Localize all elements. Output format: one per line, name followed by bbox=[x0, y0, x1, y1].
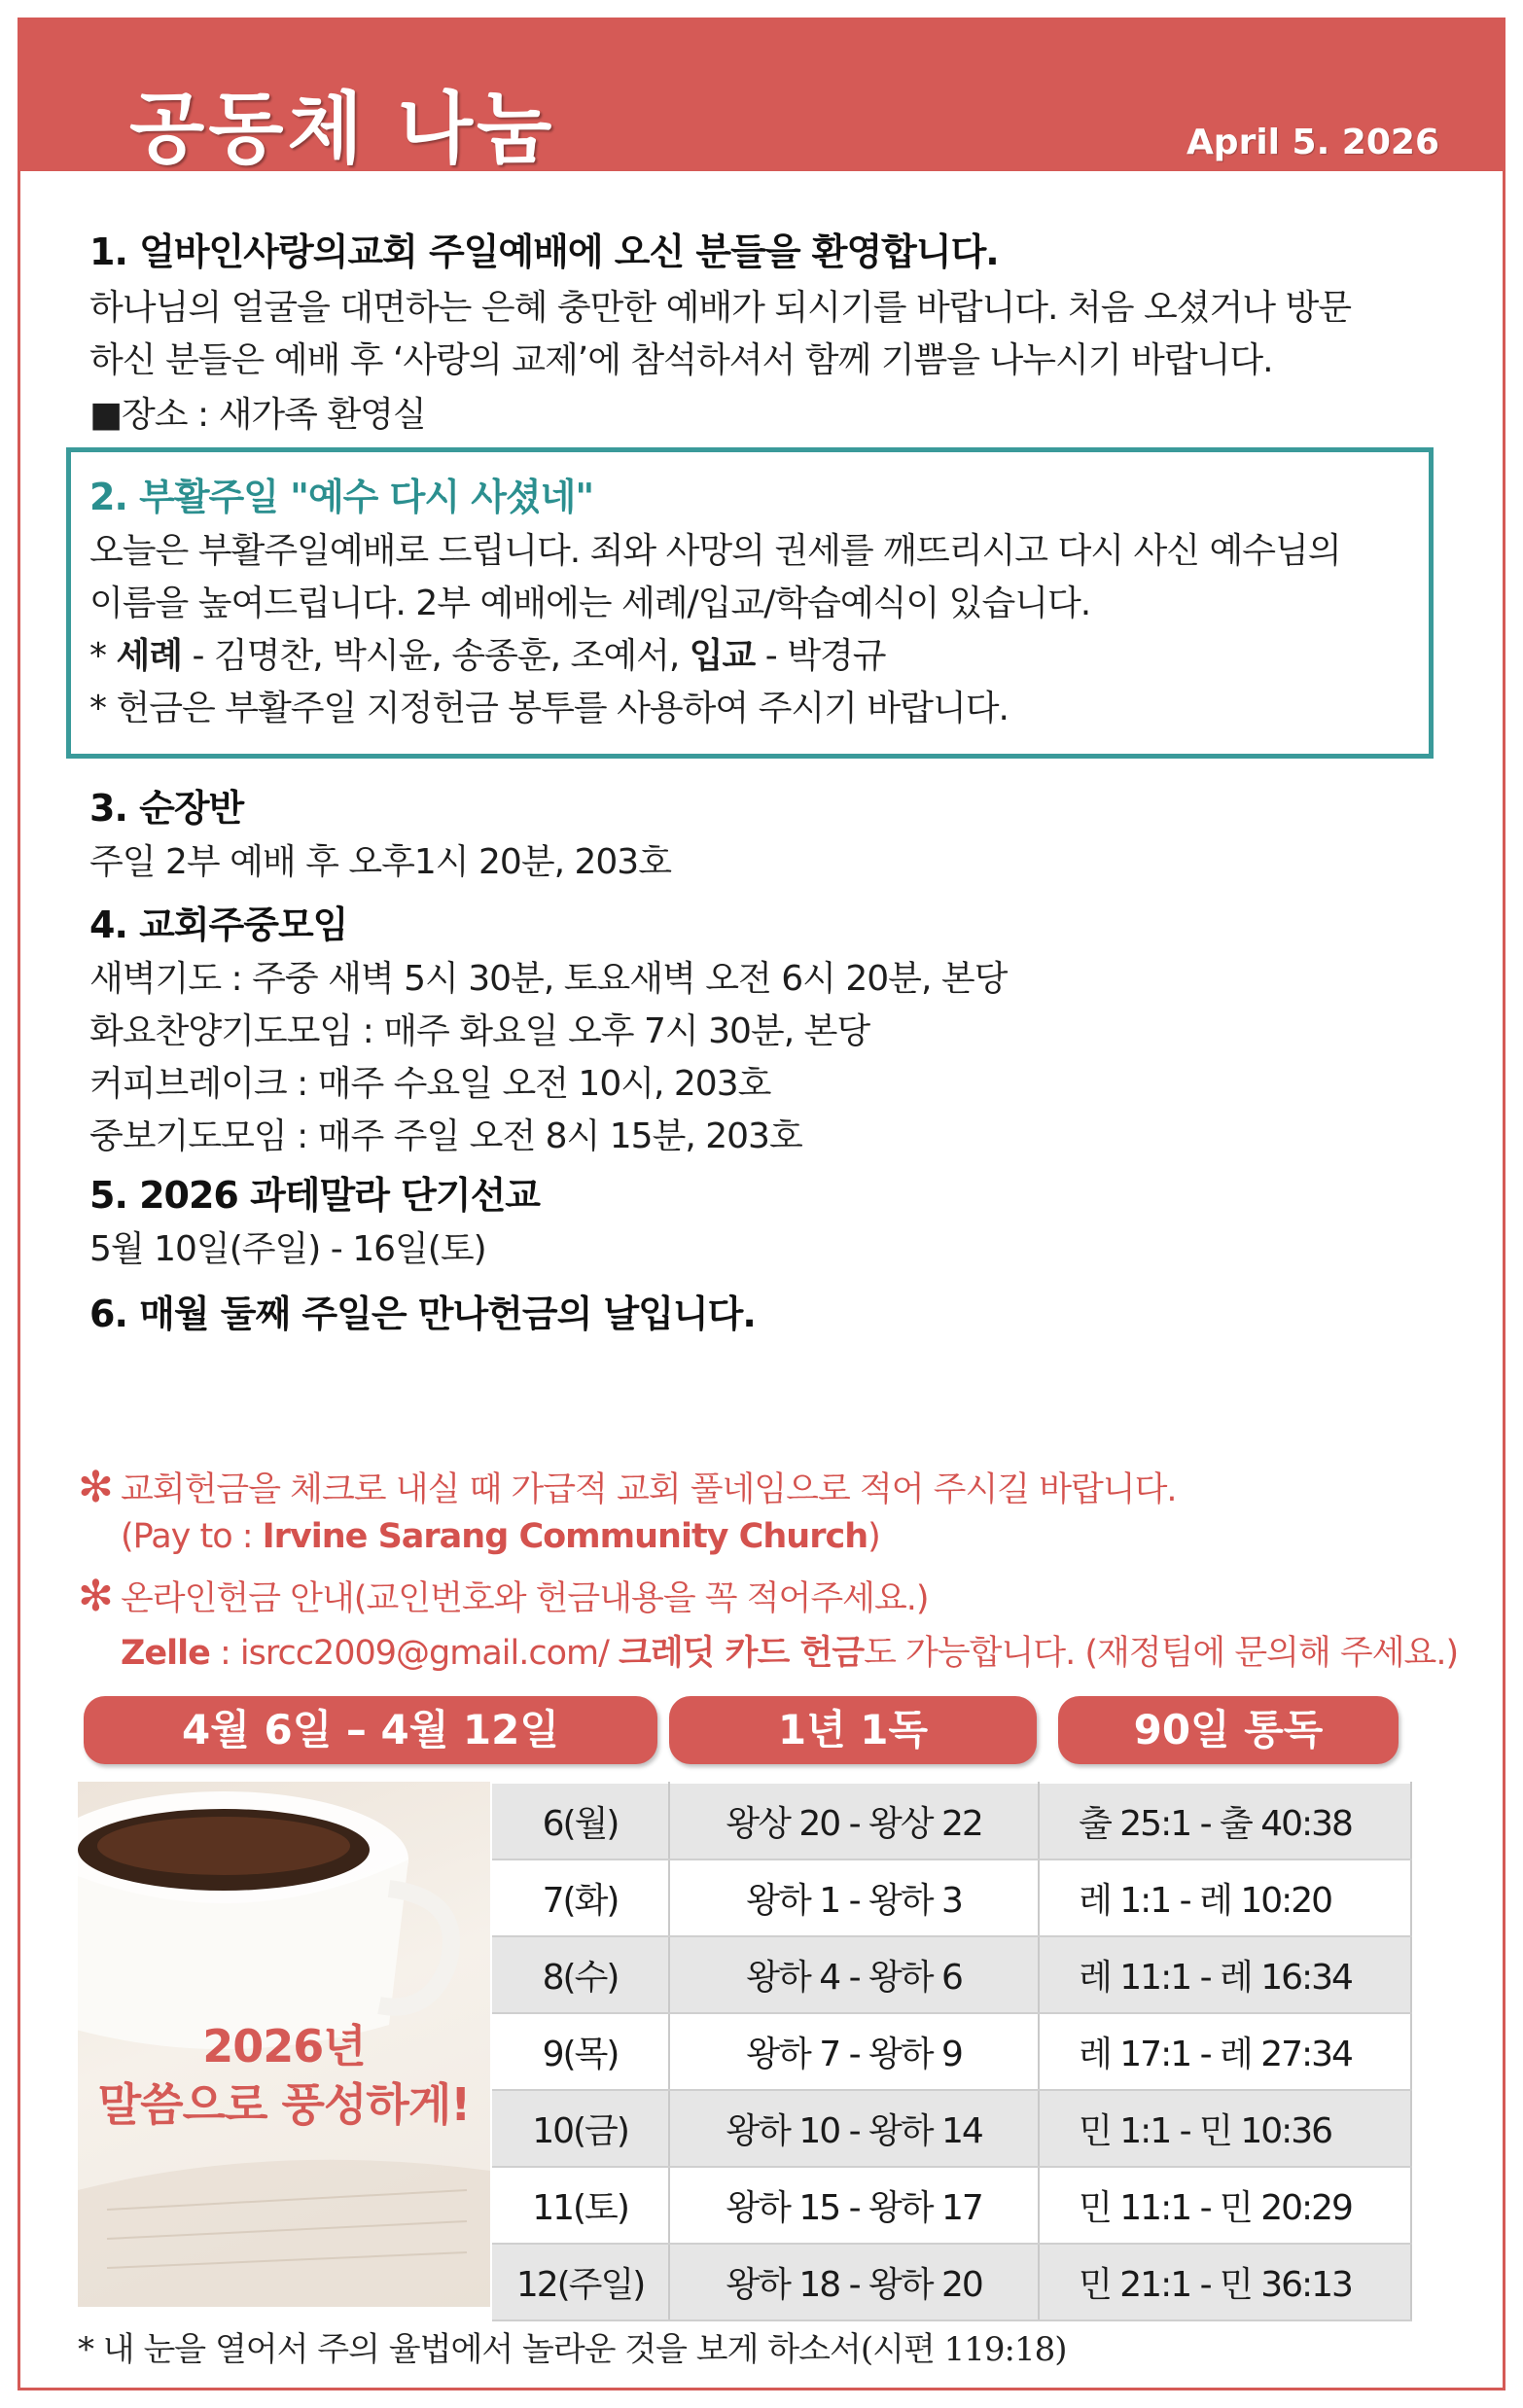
zelle-label: Zelle bbox=[121, 1634, 210, 1673]
item-1-line-2: 하신 분들은 예배 후 ‘사랑의 교제’에 참석하셔서 함께 기쁨을 나누시기 바랍니다. bbox=[89, 340, 1273, 380]
coffee-cup-image bbox=[78, 1782, 490, 2307]
note-1-line-1: 교회헌금을 체크로 내실 때 가급적 교회 풀네임으로 적어 주시길 바랍니다. bbox=[121, 1470, 1177, 1509]
ninety-day-cell: 출 25:1 - 출 40:38 bbox=[1039, 1783, 1411, 1859]
reading-schedule-table bbox=[492, 1782, 1412, 2321]
one-year-cell: 왕하 1 - 왕하 3 bbox=[669, 1859, 1039, 1936]
credit-card-text: 도 가능합니다. (재정팀에 문의해 주세요.) bbox=[864, 1634, 1459, 1673]
ninety-day-cell: 레 17:1 - 레 27:34 bbox=[1039, 2013, 1411, 2090]
pay-to-prefix: (Pay to : bbox=[121, 1517, 263, 1556]
table-row bbox=[492, 2090, 1411, 2167]
table-row bbox=[492, 2167, 1411, 2244]
day-cell: 8(수) bbox=[492, 1936, 669, 2013]
item-4-line-3: 커피브레이크 : 매주 수요일 오전 10시, 203호 bbox=[89, 1064, 771, 1104]
item-3-line-1: 주일 2부 예배 후 오후1시 20분, 203호 bbox=[89, 842, 671, 882]
footer-verse: * 내 눈을 열어서 주의 율법에서 놀라운 것을 보게 하소서(시편 119:18) bbox=[78, 2330, 1067, 2369]
ninety-day-cell: 민 11:1 - 민 20:29 bbox=[1039, 2167, 1411, 2244]
table-row bbox=[492, 1859, 1411, 1936]
credit-card-label: 크레딧 카드 헌금 bbox=[619, 1634, 865, 1673]
confirmation-names: - 박경규 bbox=[755, 636, 886, 676]
day-cell: 9(목) bbox=[492, 2013, 669, 2090]
pay-to-suffix: ) bbox=[868, 1517, 880, 1556]
ninety-day-cell: 민 21:1 - 민 36:13 bbox=[1039, 2244, 1411, 2320]
one-year-cell: 왕하 4 - 왕하 6 bbox=[669, 1936, 1039, 2013]
table-row bbox=[492, 2244, 1411, 2320]
church-full-name: Irvine Sarang Community Church bbox=[262, 1517, 868, 1556]
note-2-asterisk-icon: ✻ bbox=[78, 1572, 114, 1621]
note-2-line-2 bbox=[121, 1626, 1458, 1675]
ninety-day-reading-pill: 90일 통독 bbox=[1058, 1696, 1399, 1764]
item-4-line-1: 새벽기도 : 주중 새벽 5시 30분, 토요새벽 오전 6시 20분, 본당 bbox=[89, 959, 1008, 999]
day-cell: 11(토) bbox=[492, 2167, 669, 2244]
day-cell: 6(월) bbox=[492, 1783, 669, 1859]
table-row bbox=[492, 1936, 1411, 2013]
one-year-reading-pill: 1년 1독 bbox=[669, 1696, 1037, 1764]
week-range-pill: 4월 6일 – 4월 12일 bbox=[84, 1696, 657, 1764]
day-cell: 7(화) bbox=[492, 1859, 669, 1936]
ninety-day-cell: 레 11:1 - 레 16:34 bbox=[1039, 1936, 1411, 2013]
confirmation-label: 입교 bbox=[689, 636, 756, 676]
item-1-heading: 1. 얼바인사랑의교회 주일예배에 오신 분들을 환영합니다. bbox=[89, 230, 999, 273]
item-1-line-1: 하나님의 얼굴을 대면하는 은혜 충만한 예배가 되시기를 바랍니다. 처음 오셨거나 방문 bbox=[89, 288, 1352, 328]
ninety-day-cell: 민 1:1 - 민 10:36 bbox=[1039, 2090, 1411, 2167]
table-row bbox=[492, 2013, 1411, 2090]
baptism-names: - 김명찬, 박시윤, 송종훈, 조예서, bbox=[182, 636, 690, 676]
baptism-prefix: * bbox=[89, 636, 117, 676]
item-4-line-4: 중보기도모임 : 매주 주일 오전 8시 15분, 203호 bbox=[89, 1116, 802, 1156]
note-2-line-1: 온라인헌금 안내(교인번호와 헌금내용을 꼭 적어주세요.) bbox=[121, 1579, 929, 1618]
one-year-cell: 왕하 7 - 왕하 9 bbox=[669, 2013, 1039, 2090]
item-2-line-2: 이름을 높여드립니다. 2부 예배에는 세례/입교/학습예식이 있습니다. bbox=[89, 584, 1091, 623]
item-2-heading: 2. 부활주일 "예수 다시 사셨네" bbox=[89, 476, 594, 518]
item-1-location: ■장소 : 새가족 환영실 bbox=[89, 395, 426, 435]
day-cell: 10(금) bbox=[492, 2090, 669, 2167]
zelle-email: : isrcc2009@gmail.com/ bbox=[209, 1634, 620, 1673]
baptism-label: 세례 bbox=[116, 636, 183, 676]
day-cell: 12(주일) bbox=[492, 2244, 669, 2320]
one-year-cell: 왕상 20 - 왕상 22 bbox=[669, 1783, 1039, 1859]
item-2-line-1: 오늘은 부활주일예배로 드립니다. 죄와 사망의 권세를 깨뜨리시고 다시 사신 예수님의 bbox=[89, 531, 1341, 571]
note-1-line-2 bbox=[121, 1517, 880, 1556]
image-caption-motto: 말씀으로 풍성하게! bbox=[97, 2078, 471, 2131]
one-year-cell: 왕하 10 - 왕하 14 bbox=[669, 2090, 1039, 2167]
item-4-heading: 4. 교회주중모임 bbox=[89, 903, 348, 946]
item-4-line-2: 화요찬양기도모임 : 매주 화요일 오후 7시 30분, 본당 bbox=[89, 1011, 870, 1051]
page-title: 공동체 나눔 bbox=[129, 83, 556, 174]
header-banner bbox=[18, 18, 1505, 174]
item-2-baptism-line bbox=[89, 628, 886, 678]
bulletin-date: April 5. 2026 bbox=[1186, 123, 1439, 162]
item-2-offering-line: * 헌금은 부활주일 지정헌금 봉투를 사용하여 주시기 바랍니다. bbox=[89, 689, 1009, 728]
one-year-cell: 왕하 15 - 왕하 17 bbox=[669, 2167, 1039, 2244]
image-caption-year: 2026년 bbox=[202, 2020, 366, 2072]
item-5-heading: 5. 2026 과테말라 단기선교 bbox=[89, 1174, 540, 1217]
ninety-day-cell: 레 1:1 - 레 10:20 bbox=[1039, 1859, 1411, 1936]
table-row bbox=[492, 1783, 1411, 1859]
note-1-asterisk-icon: ✻ bbox=[78, 1463, 114, 1512]
item-6-heading: 6. 매월 둘째 주일은 만나헌금의 날입니다. bbox=[89, 1293, 756, 1335]
item-5-line-1: 5월 10일(주일) - 16일(토) bbox=[89, 1229, 486, 1269]
one-year-cell: 왕하 18 - 왕하 20 bbox=[669, 2244, 1039, 2320]
item-3-heading: 3. 순장반 bbox=[89, 787, 244, 830]
